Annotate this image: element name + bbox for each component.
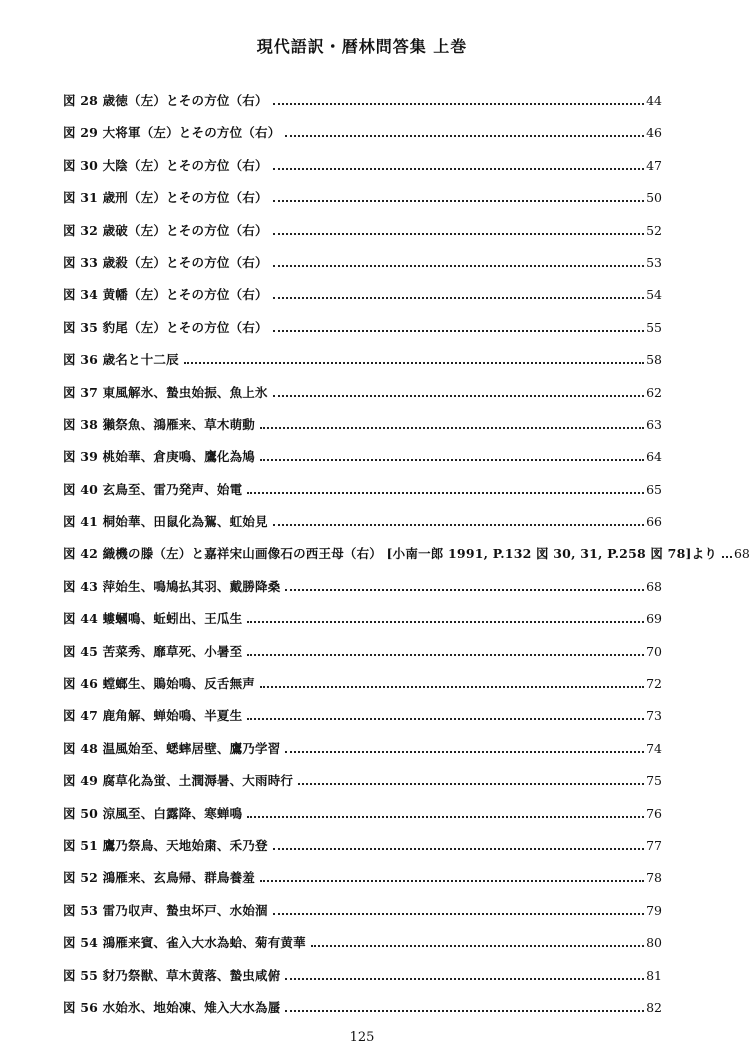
toc-entry-label: 図 29 大将軍（左）とその方位（右） <box>63 125 281 141</box>
toc-entry-label: 図 42 織機の滕（左）と嘉祥宋山画像石の西王母（右） [小南一郎 1991, P.132 図 30, 31, P.258 図 78]より <box>63 546 717 562</box>
toc-dot-leader <box>247 717 644 720</box>
document-page <box>0 34 750 1058</box>
toc-entry-page: 50 <box>646 190 662 206</box>
toc-entry-label: 図 51 鷹乃祭鳥、天地始粛、禾乃登 <box>63 837 268 853</box>
toc-entry-label: 図 48 温風始至、蟋蟀居壁、鷹乃学習 <box>63 740 281 756</box>
toc-entry-label: 図 34 黄幡（左）とその方位（右） <box>63 287 268 303</box>
toc-dot-leader <box>247 653 644 656</box>
toc-entry-page: 72 <box>646 676 662 692</box>
toc-entry <box>63 577 662 595</box>
toc-entry-page: 80 <box>646 935 662 951</box>
toc-entry <box>63 318 662 336</box>
toc-entry-label: 図 39 桃始華、倉庚鳴、鷹化為鳩 <box>63 449 255 465</box>
toc-entry-label: 図 32 歳破（左）とその方位（右） <box>63 222 268 238</box>
toc-entry-page: 75 <box>646 773 662 789</box>
toc-dot-leader <box>285 1009 644 1012</box>
toc-entry-label: 図 43 萍始生、鳴鳩払其羽、戴勝降桑 <box>63 578 281 594</box>
toc-entry-label: 図 53 雷乃収声、蟄虫坏戸、水始涸 <box>63 902 268 918</box>
toc-entry <box>63 804 662 822</box>
toc-entry-page: 77 <box>646 837 662 853</box>
toc-dot-leader <box>260 685 644 688</box>
toc-entry <box>63 771 662 789</box>
toc-entry <box>63 350 662 368</box>
toc-entry <box>63 868 662 886</box>
toc-dot-leader <box>260 879 644 882</box>
toc-entry-page: 81 <box>646 967 662 983</box>
toc-entry-page: 66 <box>646 514 662 530</box>
toc-entry-label: 図 30 大陰（左）とその方位（右） <box>63 157 268 173</box>
toc-entry-page: 58 <box>646 352 662 368</box>
footer-page-number: 125 <box>349 1030 375 1046</box>
toc-dot-leader <box>273 199 644 202</box>
toc-dot-leader <box>273 102 644 105</box>
toc-entry <box>63 544 750 562</box>
toc-entry <box>63 91 662 109</box>
toc-entry-page: 53 <box>646 254 662 270</box>
toc-entry <box>63 609 662 627</box>
toc-entry-page: 82 <box>646 999 662 1015</box>
toc-entry <box>63 512 662 530</box>
toc-dot-leader <box>273 167 644 170</box>
toc-entry <box>63 836 662 854</box>
toc-entry <box>63 998 662 1016</box>
toc-dot-leader <box>273 847 644 850</box>
toc-entry-page: 74 <box>646 740 662 756</box>
toc-entry-label: 図 54 鴻雁来賓、雀入大水為蛤、菊有黄華 <box>63 935 306 951</box>
toc-entry-page: 69 <box>646 611 662 627</box>
toc-entry <box>63 447 662 465</box>
toc-dot-leader <box>184 361 644 364</box>
toc-entry-page: 63 <box>646 416 662 432</box>
toc-entry-page: 64 <box>646 449 662 465</box>
toc-entry-label: 図 33 歳殺（左）とその方位（右） <box>63 254 268 270</box>
toc-dot-leader <box>260 426 644 429</box>
toc-entry-page: 68 <box>646 578 662 594</box>
toc-entry-label: 図 28 歳徳（左）とその方位（右） <box>63 93 268 108</box>
toc-entry-label: 図 56 水始氷、地始凍、雉入大水為蜃 <box>63 999 281 1015</box>
toc-entry-label: 図 31 歳刑（左）とその方位（右） <box>63 190 268 206</box>
toc-entry <box>63 156 662 174</box>
toc-dot-leader <box>285 977 644 980</box>
toc-dot-leader <box>247 491 644 494</box>
toc-entry <box>63 739 662 757</box>
toc-entry-page: 65 <box>646 481 662 497</box>
toc-dot-leader <box>273 394 644 397</box>
toc-entry-page: 62 <box>646 384 662 400</box>
toc-entry-page: 68 <box>733 546 750 562</box>
toc-entry <box>63 188 662 206</box>
toc-entry-label: 図 50 涼風至、白露降、寒蝉鳴 <box>63 805 243 821</box>
toc-entry-label: 図 52 鴻雁来、玄鳥帰、群鳥養羞 <box>63 870 255 886</box>
toc-entry <box>63 221 662 239</box>
toc-entry-page: 76 <box>646 805 662 821</box>
toc-entry <box>63 480 662 498</box>
toc-entry-page: 70 <box>646 643 662 659</box>
toc-entry <box>63 706 662 724</box>
toc-entry-page: 73 <box>646 708 662 724</box>
toc-dot-leader <box>247 620 644 623</box>
toc-entry <box>63 253 662 271</box>
toc-entry <box>63 285 662 303</box>
toc-entry <box>63 966 662 984</box>
toc-entry-label: 図 45 苦菜秀、靡草死、小暑至 <box>63 643 243 659</box>
toc-dot-leader <box>273 329 644 332</box>
toc-dot-leader <box>285 588 644 591</box>
toc-entry-page: 47 <box>646 157 662 173</box>
toc-entry <box>63 933 662 951</box>
toc-entry <box>63 415 662 433</box>
toc-dot-leader <box>298 782 644 785</box>
toc-dot-leader <box>273 264 644 267</box>
toc-entry <box>63 674 662 692</box>
toc-entry-label: 図 36 歳名と十二辰 <box>63 352 179 368</box>
toc-dot-leader <box>247 815 644 818</box>
toc-entry-page: 44 <box>646 93 662 108</box>
toc-entry-page: 46 <box>646 125 662 141</box>
toc-dot-leader <box>722 555 732 558</box>
toc-entry-page: 79 <box>646 902 662 918</box>
toc-dot-leader <box>273 296 644 299</box>
toc-list <box>63 91 750 1016</box>
toc-entry-page: 54 <box>646 287 662 303</box>
page-title: 現代語訳・暦林問答集 上巻 <box>256 37 468 56</box>
toc-entry-page: 52 <box>646 222 662 238</box>
toc-entry-label: 図 38 獺祭魚、鴻雁来、草木萌動 <box>63 416 255 432</box>
toc-entry-page: 55 <box>646 319 662 335</box>
toc-entry-label: 図 37 東風解氷、蟄虫始振、魚上氷 <box>63 384 268 400</box>
toc-entry-label: 図 40 玄鳥至、雷乃発声、始電 <box>63 481 243 497</box>
toc-entry-label: 図 46 螳螂生、鵙始鳴、反舌無声 <box>63 676 255 692</box>
toc-dot-leader <box>273 912 644 915</box>
toc-entry-label: 図 41 桐始華、田鼠化為鴽、虹始見 <box>63 514 268 530</box>
toc-dot-leader <box>273 523 644 526</box>
toc-entry-label: 図 44 螻蟈鳴、蚯蚓出、王瓜生 <box>63 611 243 627</box>
toc-entry-label: 図 35 豹尾（左）とその方位（右） <box>63 319 268 335</box>
toc-entry <box>63 642 662 660</box>
toc-entry-label: 図 55 豺乃祭獣、草木黄落、蟄虫咸俯 <box>63 967 281 983</box>
toc-entry <box>63 383 662 401</box>
toc-dot-leader <box>311 944 644 947</box>
toc-dot-leader <box>273 232 644 235</box>
toc-entry <box>63 123 662 141</box>
toc-dot-leader <box>260 458 644 461</box>
toc-entry-label: 図 47 鹿角解、蝉始鳴、半夏生 <box>63 708 243 724</box>
toc-dot-leader <box>285 134 644 137</box>
toc-entry-label: 図 49 腐草化為蛍、土潤溽暑、大雨時行 <box>63 773 294 789</box>
toc-entry <box>63 901 662 919</box>
toc-entry-page: 78 <box>646 870 662 886</box>
toc-dot-leader <box>285 750 644 753</box>
